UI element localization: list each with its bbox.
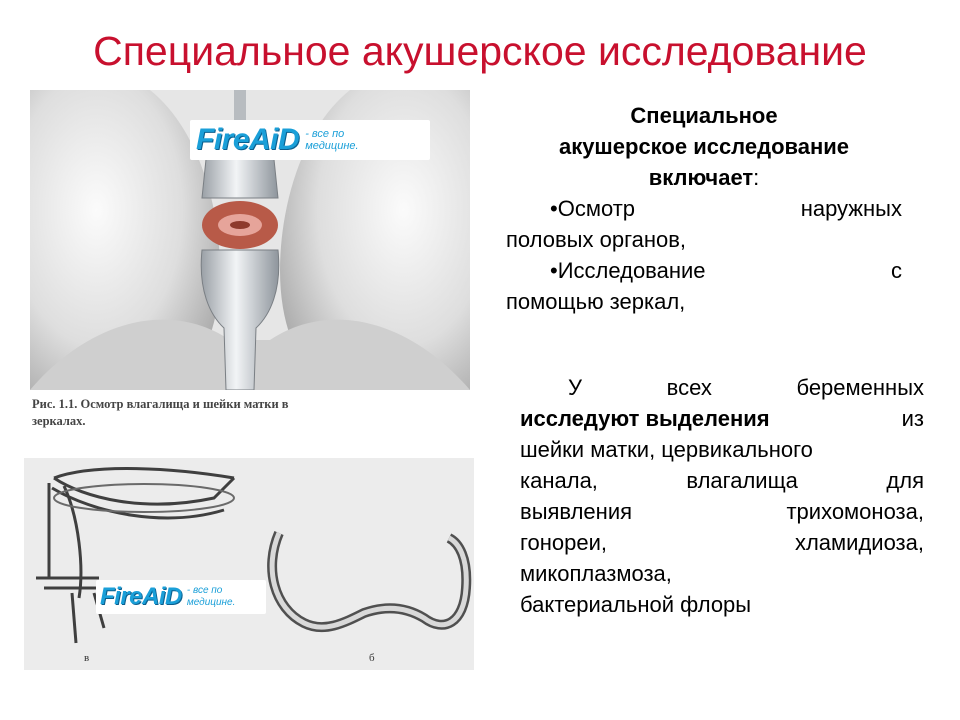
list-item-external-exam: •Осмотр наружных половых органов, bbox=[506, 196, 902, 252]
watermark-tagline: - все по медицине. bbox=[305, 128, 359, 152]
emphasis-text: исследуют выделения bbox=[520, 406, 770, 431]
fireaid-watermark bbox=[190, 120, 430, 160]
list-item-speculum-exam: •Исследование с помощью зеркал, bbox=[506, 258, 902, 314]
speculum-exam-illustration bbox=[30, 90, 470, 435]
slide-title: Специальное акушерское исследование bbox=[93, 28, 867, 74]
exam-includes-heading: Специальное акушерское исследование включает: bbox=[558, 103, 850, 190]
figure-label-v: в bbox=[84, 652, 90, 664]
figure-label-b: б bbox=[369, 652, 375, 664]
speculum-instruments-drawing bbox=[24, 458, 474, 670]
discharge-testing-paragraph: У всех беременных исследуют выделения из шейки матки, цервикального канала, влагалища для выявления трихомоноза, гонореи, хламидиоза, микоплазмоза, бактериальной флоры bbox=[520, 375, 924, 617]
fireaid-logo-bottom: FireAiD bbox=[100, 583, 182, 610]
fireaid-watermark-bottom bbox=[96, 580, 266, 614]
exam-includes-block bbox=[506, 100, 902, 317]
figure-caption: Рис. 1.1. Осмотр влагалища и шейки матки в зеркалах. bbox=[32, 397, 289, 428]
watermark-tagline-bottom: - все по медицине. bbox=[186, 585, 236, 608]
speculum-instruments-illustration bbox=[24, 458, 474, 670]
fireaid-logo: FireAiD bbox=[196, 123, 300, 156]
